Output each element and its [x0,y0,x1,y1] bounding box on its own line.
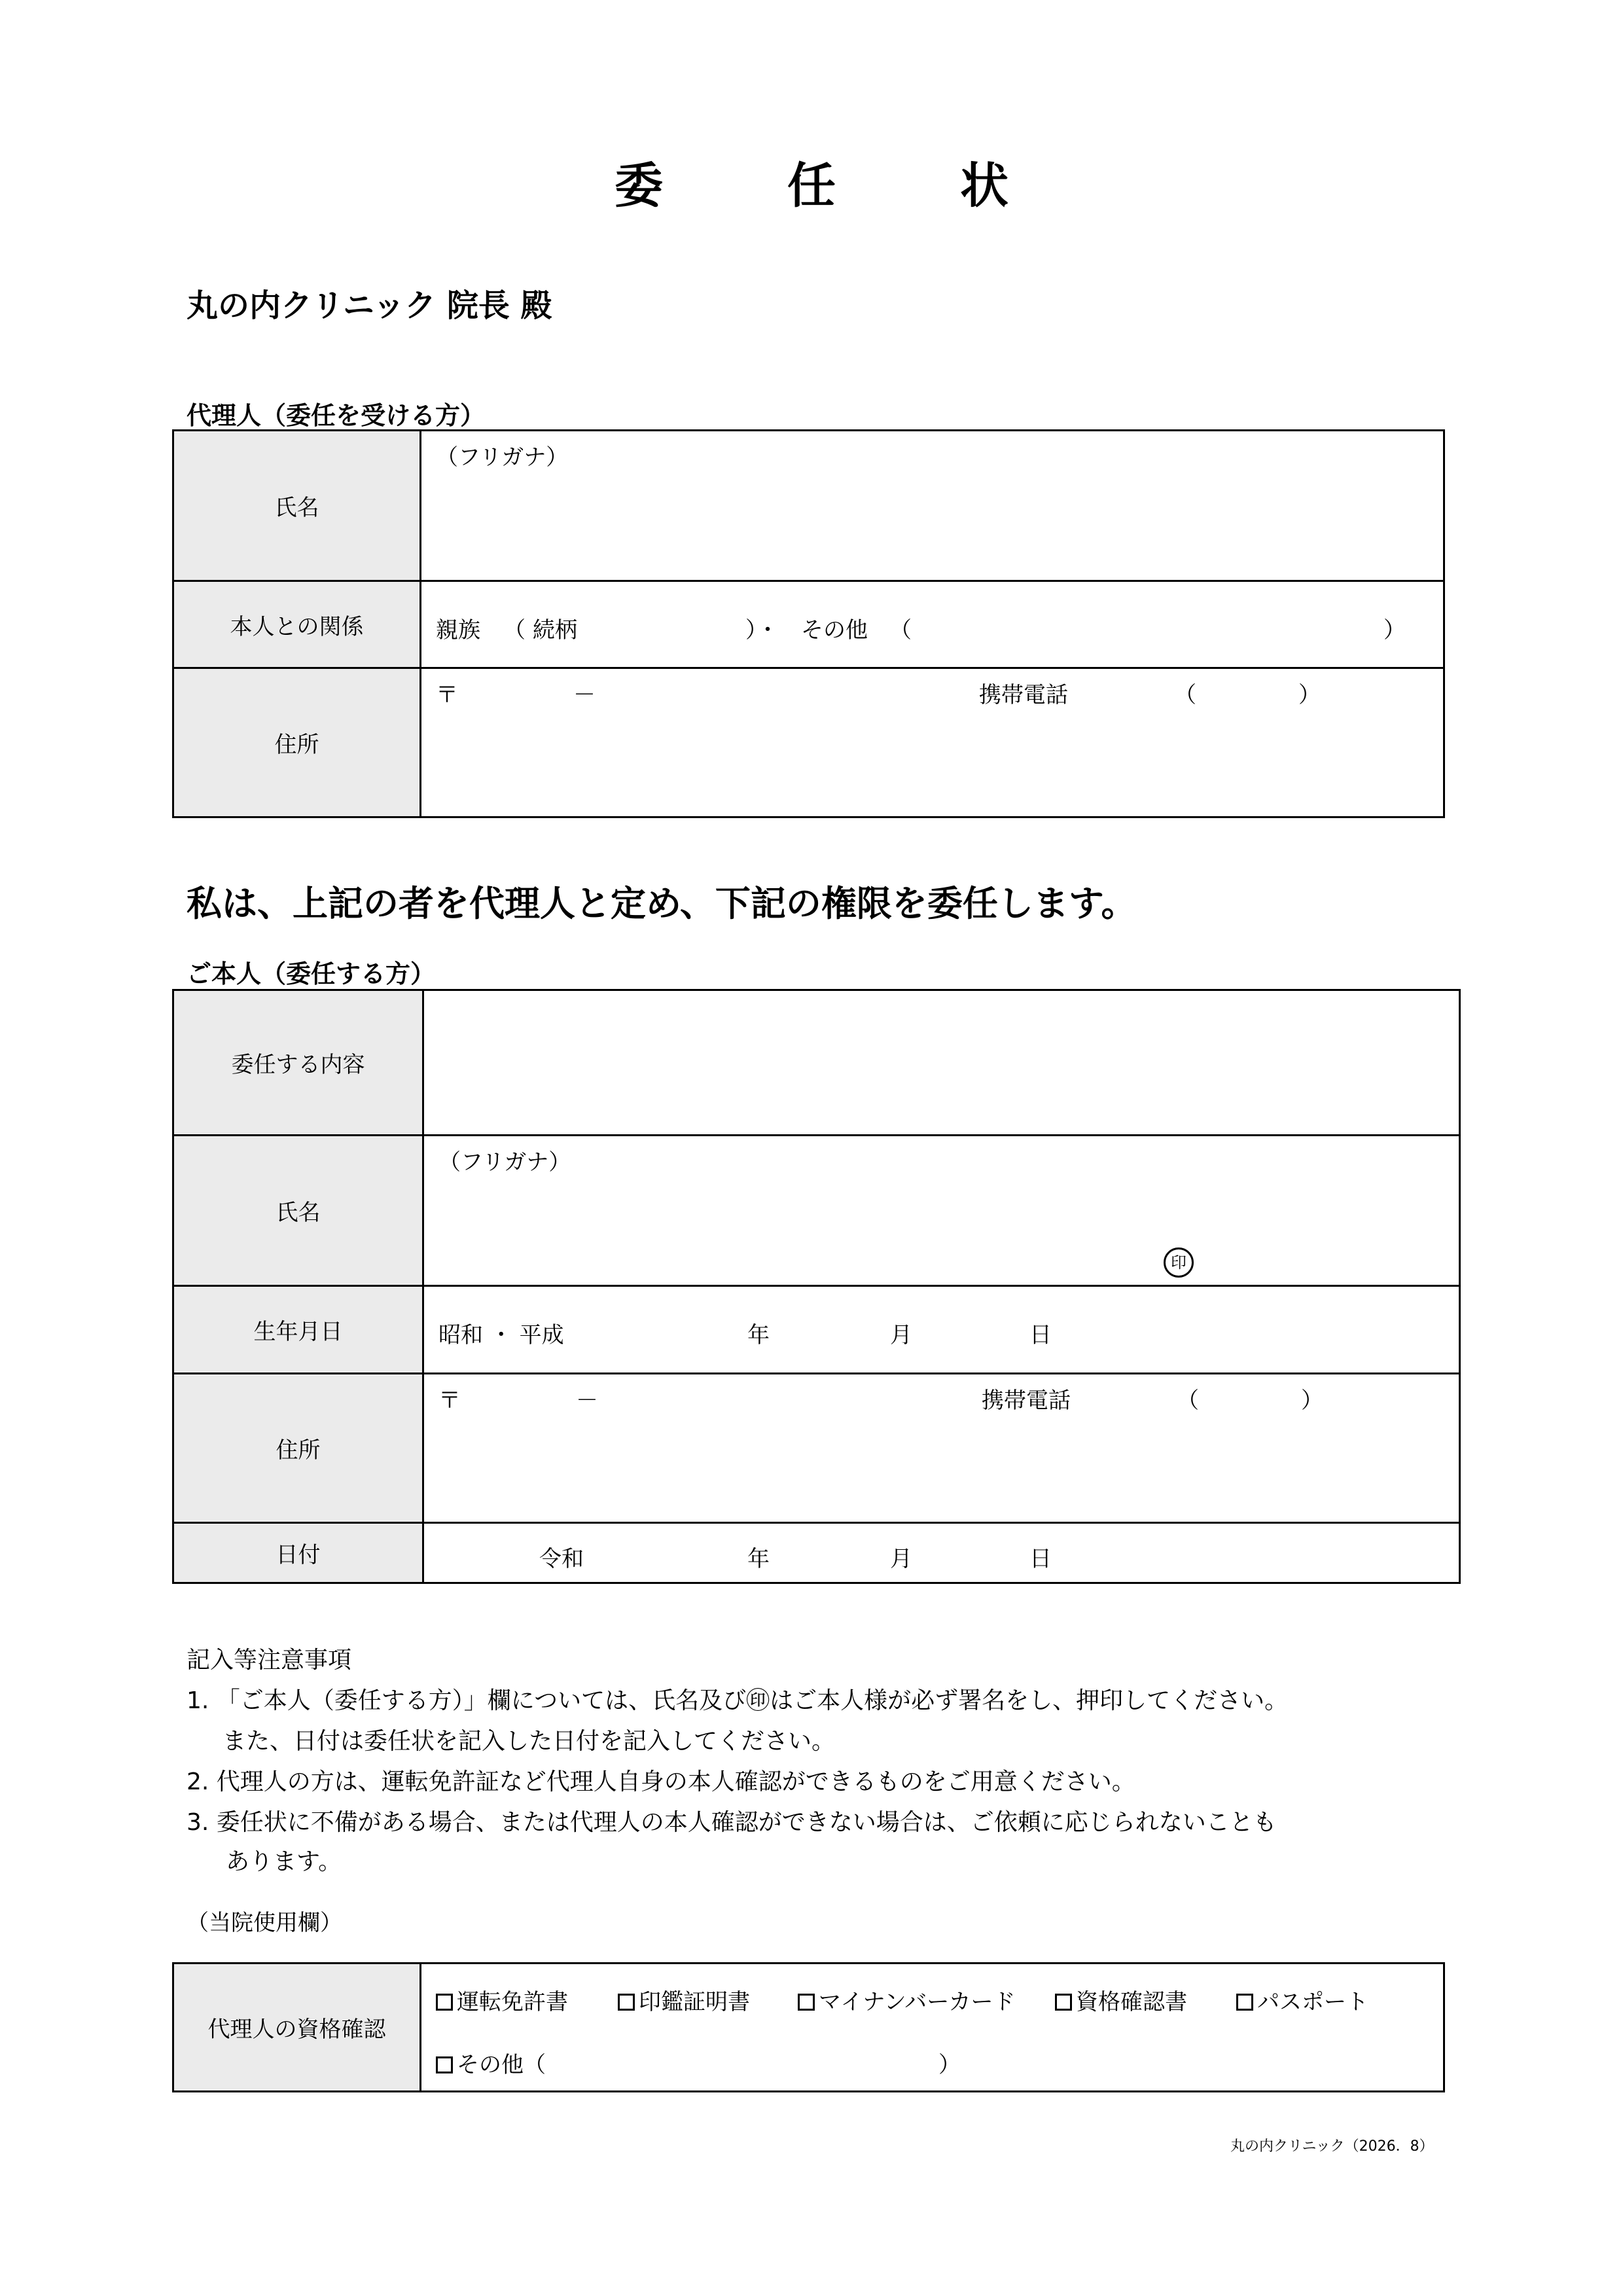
principal-table [172,989,1461,1584]
agent-mobile-close: ） [1298,682,1321,708]
note-item-2: 2. 代理人の方は、運転免許証など代理人自身の本人確認ができるものをご用意ください。 [187,1768,1135,1795]
relation-other-open: （ [889,617,912,643]
date-month-unit: 月 [890,1546,912,1572]
principal-section-heading: ご本人（委任する方） [187,960,436,988]
agent-name-field[interactable] [421,431,1444,581]
checkbox-icon[interactable] [618,1994,635,2011]
checkbox-icon[interactable] [1236,1994,1253,2011]
principal-content-field[interactable] [423,990,1460,1136]
option-passport[interactable]: パスポート [1236,1984,1368,2016]
principal-date-label: 日付 [173,1523,423,1583]
title-char-3: 状 [960,158,1008,214]
note-item-3a: 3. 委任状に不備がある場合、または代理人の本人確認ができない場合は、ご依頼に応じられないことも [187,1809,1277,1836]
option-qualification-certificate[interactable]: 資格確認書 [1055,1984,1187,2016]
agent-postal-mark: 〒 [436,682,458,708]
relation-other: その他 [801,617,868,643]
principal-birth-label: 生年月日 [173,1286,423,1374]
note-item-3b: あります。 [226,1848,342,1875]
document-title [0,147,1623,217]
relation-zokugara: 続柄 [533,617,577,643]
agent-address-label: 住所 [173,668,421,817]
usage-heading: （当院使用欄） [187,1910,342,1936]
checkbox-icon[interactable] [436,1994,453,2011]
agent-relation-field[interactable] [421,581,1444,668]
principal-mobile-open: （ [1177,1388,1199,1414]
option-other-close: ） [938,2052,961,2078]
principal-address-label: 住所 [173,1374,423,1523]
relation-kin: 親族 [436,617,480,643]
principal-name-label: 氏名 [173,1136,423,1286]
checkbox-icon[interactable] [798,1994,815,2011]
principal-postal-dash: － [576,1388,598,1414]
agent-postal-dash: － [573,682,596,708]
agent-furigana-label: （フリガナ） [436,444,569,471]
usage-table [172,1962,1445,2092]
date-year-unit: 年 [747,1546,770,1572]
principal-content-label: 委任する内容 [173,990,423,1136]
agent-mobile-label: 携帯電話 [979,682,1068,708]
notes-heading: 記入等注意事項 [187,1647,352,1674]
principal-furigana-label: （フリガナ） [438,1149,571,1175]
title-char-1: 委 [615,158,663,214]
date-day-unit: 日 [1029,1546,1052,1572]
option-my-number-card[interactable]: マイナンバーカード [798,1984,1016,2016]
principal-mobile-close: ） [1301,1388,1323,1414]
principal-birth-field[interactable] [423,1286,1460,1374]
agent-table [172,429,1445,818]
principal-postal-mark: 〒 [438,1388,461,1414]
checkbox-icon[interactable] [436,2056,453,2073]
relation-open-paren: （ [503,617,526,643]
option-other[interactable]: その他（ [436,2047,546,2079]
declaration: 私は、上記の者を代理人と定め、下記の権限を委任します。 [187,883,1137,924]
addressee: 丸の内クリニック 院長 殿 [187,287,552,324]
agent-name-label: 氏名 [173,431,421,581]
agent-address-field[interactable] [421,668,1444,817]
principal-date-field[interactable] [423,1523,1460,1583]
usage-label: 代理人の資格確認 [173,1964,421,2092]
agent-relation-label: 本人との関係 [173,581,421,668]
agent-section-heading: 代理人（委任を受ける方） [187,401,486,430]
seal-mark-icon: 印 [1164,1247,1194,1278]
birth-year-unit: 年 [747,1322,770,1348]
agent-mobile-open: （ [1174,682,1196,708]
note-item-1a: 1. 「ご本人（委任する方）」欄については、氏名及び㊞はご本人様が必ず署名をし、押印してください。 [187,1687,1289,1714]
birth-era: 昭和 ・ 平成 [438,1322,564,1348]
birth-month-unit: 月 [890,1322,912,1348]
relation-other-close: ） [1383,617,1406,643]
relation-close-paren: ）・ [745,617,779,643]
birth-day-unit: 日 [1029,1322,1052,1348]
principal-name-field[interactable] [423,1136,1460,1286]
footer: 丸の内クリニック（2026．8） [1230,2138,1434,2155]
note-item-1b: また、日付は委任状を記入した日付を記入してください。 [223,1728,836,1755]
principal-address-field[interactable] [423,1374,1460,1523]
option-seal-certificate[interactable]: 印鑑証明書 [618,1984,750,2016]
checkbox-icon[interactable] [1055,1994,1072,2011]
option-drivers-license[interactable]: 運転免許書 [436,1984,568,2016]
title-char-2: 任 [787,158,836,214]
principal-mobile-label: 携帯電話 [982,1388,1071,1414]
date-era: 令和 [539,1546,584,1572]
usage-options-field [421,1964,1444,2092]
